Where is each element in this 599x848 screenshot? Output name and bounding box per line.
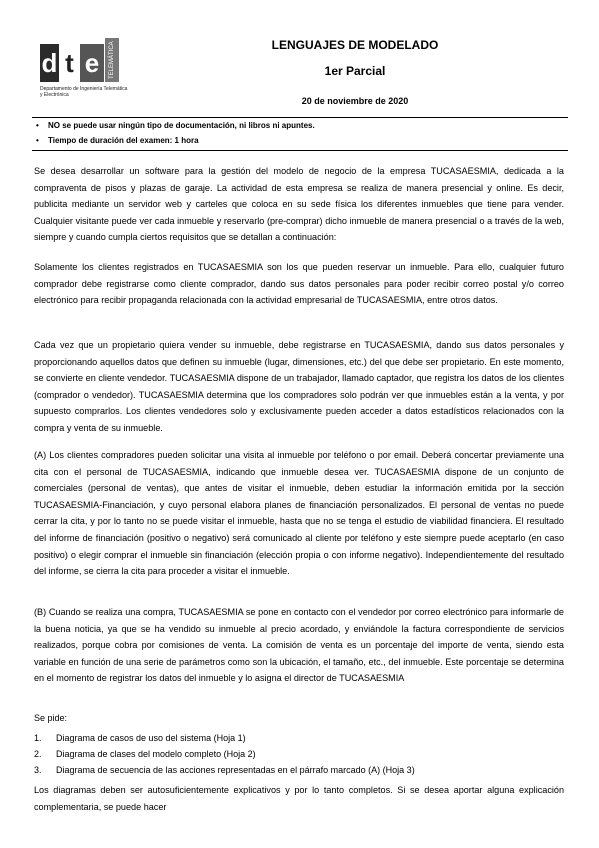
paragraph-sellers: Cada vez que un propietario quiera vender su inmueble, debe registrarse en TUCASAESMIA, dando sus datos personales y proporcionando aquellos datos que definen su inmueble (lugar, dimensiones, etc.) del que debe ser propietario. En este momento, se convierte en cliente vendedor. TUCASAESMIA dispone de un trabajador, llamado captador, que registra los datos de los clientes (comprador o vendedor). TUCASAESMIA determina que los compradores solo podrán ver que inmuebles están a la venta, y por supuesto comprarlos. Los clientes vendedores solo y exclusivamente pueden acceder a datos estadísticos relacionados con la compra y venta de su inmueble. [34, 340, 564, 433]
task-text: Diagrama de casos de uso del sistema (Hoja 1) [56, 733, 246, 743]
closing-note: Los diagramas deben ser autosuficientemente explicativos y por lo tanto completos. Si se desea aportar alguna explicación complementaria, se puede hacer [34, 785, 564, 812]
task-number: 1. [34, 733, 42, 743]
task-item [34, 730, 246, 746]
task-item [34, 746, 256, 762]
paragraph-b: (B) Cuando se realiza una compra, TUCASAESMIA se pone en contacto con el vendedor por correo electrónico para informarle de la buena noticia, ya que se ha vendido su inmueble al precio acordado, y enviándole la factura correspondiente de servicios realizados, porque cobra por comisiones de venta. La comisión de venta es un porcentaje del importe de venta, siendo esta variable en función de una serie de parámetros como son la ubicación, el tamaño, etc., del inmueble. Este porcentaje se determina en el momento de registrar los datos del inmueble y lo asigna el director de TUCASAESMIA [34, 607, 564, 684]
logo-vertical-text: TELEMÁTICA [105, 38, 119, 82]
task-number: 3. [34, 765, 42, 775]
logo-caption: Departamento de Ingeniería Telemática y Electrónica [40, 86, 128, 98]
paragraph-registration: Solamente los clientes registrados en TUCASAESMIA son los que pueden reservar un inmueble. Para ello, cualquier futuro comprador debe registrarse como cliente comprador, dando sus datos personales para poder recibir correo postal y/o correo electrónico para recibir propaganda relacionada con la actividad empresarial de TUCASAESMIA, entre otros datos. [34, 262, 564, 306]
rule-item: • Tiempo de duración del examen: 1 hora [36, 136, 199, 145]
task-text: Diagrama de clases del modelo completo (Hoja 2) [56, 749, 256, 759]
rule-text: Tiempo de duración del examen: 1 hora [48, 136, 199, 145]
paragraph-a: (A) Los clientes compradores pueden solicitar una visita al inmueble por teléfono o por email. Deberá concertar previamente una cita con el personal de TUCASAESMIA, indicando que inmueble desea ver. TUCASAESMIA dispone de un conjunto de comerciales (personal de ventas), que antes de visitar el inmueble, deben estudiar la información emitida por la sección TUCASAESMIA-Financiación, y cuyo personal elabora planes de financiación personalizados. El personal de ventas no puede cerrar la cita, y por lo tanto no se puede visitar el inmueble, hasta que no se tenga el estudio de viabilidad financiera. El resultado del informe de financiación (positivo o negativo) será comunicado al cliente por teléfono y este siempre puede aceptarlo (en caso positivo) o elegir comprar el inmueble sin financiación (elección propia o con informe negativo). Independientemente del resultado del informe, se cierra la cita para proceder a visitar el inmueble. [34, 450, 564, 577]
logo-letter-t: t [60, 44, 79, 82]
task-text: Diagrama de secuencia de las acciones representadas en el párrafo marcado (A) (Hoja 3) [56, 765, 415, 775]
rule-item: • NO se puede usar ningún tipo de documentación, ni libros ni apuntes. [36, 121, 315, 130]
department-logo [40, 38, 126, 100]
exam-title: 1er Parcial [324, 64, 386, 78]
task-item [34, 762, 415, 778]
task-number: 2. [34, 749, 42, 759]
top-divider [32, 117, 568, 118]
logo-letter-d: d [40, 44, 59, 82]
course-title: LENGUAJES DE MODELADO [271, 38, 439, 52]
bottom-divider [32, 150, 568, 151]
logo-letter-e: e [80, 44, 104, 82]
exam-date: 20 de noviembre de 2020 [301, 96, 409, 106]
se-pide-label: Se pide: [34, 713, 68, 723]
rule-text: NO se puede usar ningún tipo de documentación, ni libros ni apuntes. [48, 121, 315, 130]
paragraph-intro: Se desea desarrollar un software para la gestión del modelo de negocio de la empresa TUCASAESMIA, dedicada a la compraventa de pisos y plazas de garaje. La actividad de esta empresa se realiza de manera presencial y online. Es decir, publicita mediante un servidor web y carteles que coloca en su sede física los diferentes inmuebles que tiene para vender. Cualquier visitante puede ver cada inmueble y reservarlo (pre-comprar) dicho inmueble de manera presencial o a través de la web, siempre y cuando cumpla ciertos requisitos que se detallan a continuación: [34, 166, 564, 243]
